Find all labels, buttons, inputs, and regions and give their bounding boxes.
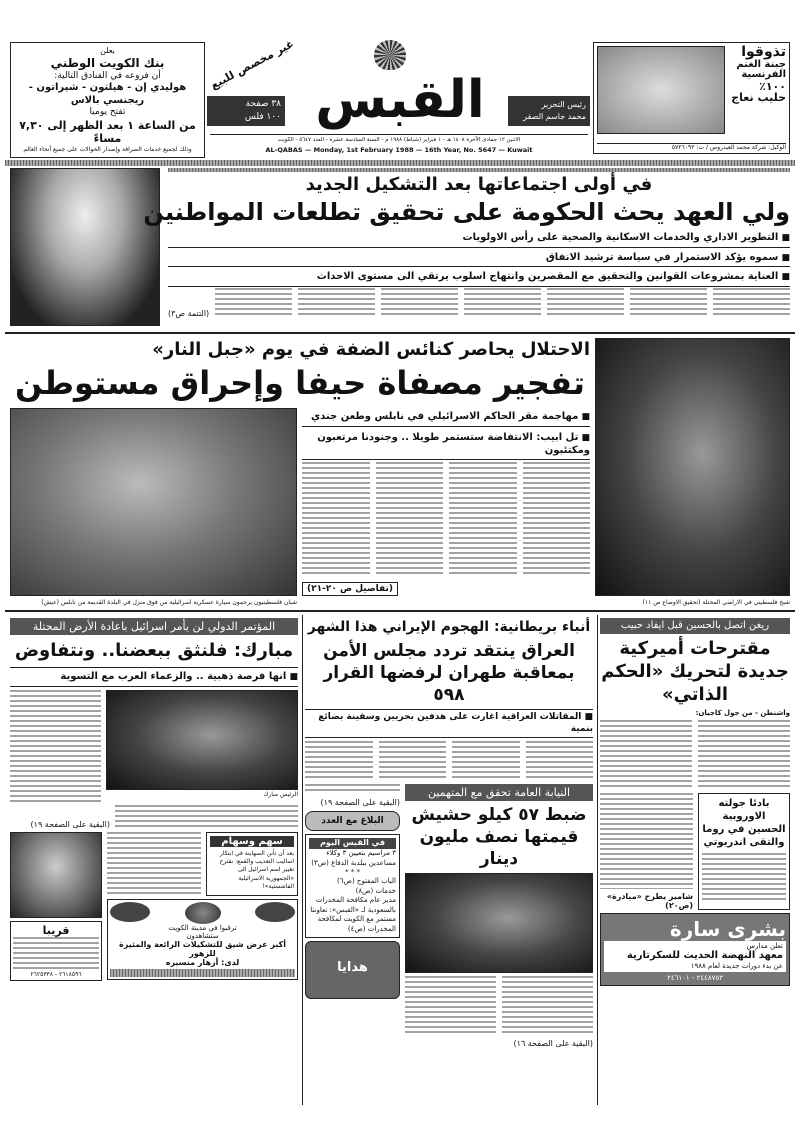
top-story-body bbox=[168, 288, 790, 318]
column-box bbox=[206, 832, 298, 896]
flower-ornament-icon bbox=[110, 902, 150, 922]
in-today-item[interactable]: الباب المفتوح (ص٦) bbox=[337, 877, 396, 886]
not-for-sale-stamp: غير مخصص للبيع bbox=[208, 37, 296, 92]
balloons-icon bbox=[185, 902, 221, 924]
top-story bbox=[143, 168, 790, 319]
price: ١٠٠ فلس bbox=[244, 112, 281, 122]
related-link[interactable]: شامير يطرح «مبادرة» (ص٢٠) bbox=[606, 892, 693, 910]
flowers-ad-line: لدى: أزهار منسيره bbox=[165, 957, 240, 967]
perfume-ad bbox=[10, 921, 102, 981]
continued-note: (البقية على الصفحة ١٦) bbox=[513, 1039, 593, 1049]
perfume-ad-title: قريبا bbox=[42, 923, 70, 937]
cheese-ad-line: جبنة الغنم الفرنسية bbox=[736, 58, 786, 81]
logo: القبس bbox=[315, 70, 485, 130]
in-today-item[interactable]: مدير عام مكافحة المخدرات بالسعودية لـ «القبس»: تعاوننا مستمر مع الكويت لمكافحة المخدرات (ص٤) bbox=[310, 896, 396, 933]
hussein-box bbox=[698, 793, 790, 910]
us-body bbox=[600, 720, 790, 790]
divider bbox=[5, 610, 795, 612]
institute-ad bbox=[600, 913, 790, 986]
mubarak-ads-row bbox=[10, 832, 298, 981]
mubarak-photo bbox=[106, 690, 298, 790]
top-story-kicker: في أولى اجتماعاتها بعد التشكيل الجديد bbox=[305, 174, 653, 195]
bank-ad-line: تفتح يوميا bbox=[89, 107, 126, 118]
hussein-headline: بادئا جولته الاوروبية الحسين في روما والتقى اندريوتي bbox=[702, 798, 786, 848]
mubarak-body-row bbox=[10, 805, 298, 829]
hashish-headline: ضبط ٥٧ كيلو حشيش قيمتها نصف مليون دينار bbox=[411, 805, 587, 870]
flowers-ad-line: ترقبوا في مدينة الكويت bbox=[168, 923, 237, 932]
page-count: ٣٨ صفحة bbox=[245, 99, 281, 109]
divider bbox=[5, 332, 795, 334]
hashish-body bbox=[405, 976, 593, 1036]
us-row bbox=[600, 793, 790, 910]
cheese-ad-agent: الوكيل: شركة محمد العيدروس / ت: ٥٧٢٦٠٩٣ bbox=[597, 143, 786, 151]
flowers-ad-line: أكبر عرض شيق للتشكيلات الرائعة والمثيرة للزهور bbox=[119, 939, 286, 958]
mubarak-headline: مبارك: فلنثق ببعضنا.. ونتفاوض bbox=[14, 640, 294, 661]
continued-note: (البقية على الصفحة ١٩) bbox=[30, 819, 110, 829]
continued-note: (تفاصيل ص ٢٠-٢١) bbox=[302, 582, 398, 596]
perfume-ad-phones: ٢٦١٨٥٩٦ - ٢٦٢٥٣٣٨ bbox=[30, 970, 82, 978]
cheese-ad-line: ١٠٠٪ حليب نعاج bbox=[731, 79, 786, 105]
subhead: ■ التطوير الاداري والخدمات الاسكانية والصحية على رأس الاولويات bbox=[168, 229, 790, 248]
date-line-en: AL-QABAS — Monday, 1st February 1988 — 16th Year, No. 5647 — Kuwait bbox=[265, 146, 533, 154]
institute-ad-line: تعلن مدارس bbox=[746, 942, 783, 950]
cheese-ad-text bbox=[728, 45, 786, 104]
photo-caption: شبان فلسطينيون يرجمون سيارة عسكرية اسرائيلية من فوق منزل في البلدة القديمة من نابلس (عيش) bbox=[41, 599, 297, 606]
bank-ad-intro: يعلن bbox=[100, 46, 115, 55]
iraq-headline: العراق ينتقد تردد مجلس الأمن بمعاقبة طهران لرفضها القرار ٥٩٨ bbox=[323, 641, 575, 705]
occupation-body bbox=[302, 462, 590, 574]
institute-ad-phones: ٢٤٤٨٧٥٣ - ٢٤٦١٠١ bbox=[667, 973, 723, 982]
flowers-ad bbox=[107, 899, 298, 980]
divider bbox=[597, 615, 598, 1105]
iraq-body bbox=[305, 784, 400, 794]
occupation-column bbox=[302, 408, 590, 596]
stone-throwers-photo bbox=[10, 408, 297, 596]
hashish-suspects-photo bbox=[405, 873, 593, 973]
in-today-box bbox=[305, 834, 400, 938]
subhead: ■ سموه يؤكد الاستمرار في سياسة ترشيد الانفاق bbox=[168, 249, 790, 268]
price-box bbox=[207, 96, 285, 126]
subhead: ■ مهاجمة مقر الحاكم الاسرائيلي في نابلس وطعن جندي bbox=[302, 408, 590, 427]
photo-caption: شيخ فلسطيني في الاراضي المحتلة (تحقيق الاوضاع ص ١١) bbox=[642, 599, 790, 606]
institute-ad-line: معهد النهضة الحديث للسكرتارية bbox=[626, 950, 783, 962]
divider bbox=[210, 134, 588, 135]
supplement-badge: البلاغ مع العدد bbox=[305, 811, 400, 831]
iraq-kicker: أنباء بريطانية: الهجوم الإيراني هذا الشهر bbox=[307, 619, 591, 635]
mubarak-body bbox=[107, 832, 201, 896]
bank-ad-line: وذلك لجميع خدمات الصرافة وإصدار الحوالات على جميع أنحاء العالم bbox=[23, 146, 192, 153]
in-today-item[interactable]: خدمات (ص٨) bbox=[355, 886, 396, 895]
hussein-body bbox=[702, 853, 786, 903]
in-today-item[interactable]: ٣ مراسيم بتعيين ٣ وكلاء مساعدين ببلدية الدفاع (ص٣) bbox=[311, 849, 396, 867]
subhead: ■ العناية بمشروعات القوانين والتحقيق مع المقصرين وانتهاج اسلوب يرتقي الى مستوى الاحداث bbox=[168, 268, 790, 287]
in-today-title: في القبس اليوم bbox=[309, 838, 396, 849]
bank-ad bbox=[10, 42, 205, 158]
middle-row bbox=[305, 784, 593, 1048]
perfume-photo bbox=[10, 832, 102, 918]
mubarak-column bbox=[10, 618, 298, 981]
divider bbox=[302, 615, 303, 1105]
flowers-ad-line: ستشاهدون bbox=[186, 931, 219, 940]
hashish-banner: النيابة العامة تحقق مع المتهمين bbox=[405, 784, 593, 801]
palestinian-elder-photo bbox=[595, 338, 790, 596]
bank-ad-hours: من الساعة ١ بعد الظهر إلى ٧,٣٠ مساءً bbox=[19, 118, 196, 146]
institute-ad-line: عن بدء دورات جديدة لعام ١٩٨٨ bbox=[690, 962, 783, 971]
column-title: سهم وسهام bbox=[210, 836, 294, 847]
masthead-rule bbox=[5, 160, 795, 166]
cheese-ad-line: تذوقوا bbox=[741, 44, 786, 60]
column-text: بعد أن تأنن الصهاينة في ابتكار اساليب التعذيب والقمع: نقترح تغيير اسم اسرائيل الى «الجمهورية الاسرائيلية الفاشستية»! bbox=[219, 849, 294, 891]
continued-note: (التتمة ص٣) bbox=[168, 309, 210, 319]
ad-body bbox=[13, 937, 99, 971]
us-banner: ريغن اتصل بالحسين قبل ايفاد حبيب bbox=[600, 618, 790, 634]
us-body bbox=[600, 793, 693, 889]
bank-ad-line: أن فروعه في الفنادق التالية: bbox=[54, 71, 161, 81]
iraq-body bbox=[305, 741, 593, 781]
date-line-ar: الاثنين ١٢ جمادى الآخرة ١٤٠٨ هـ - ١ فبراير (شباط) ١٩٨٨ م - السنة السادسة عشرة - العدد ٥٦٤٧ - الكويت bbox=[277, 137, 521, 143]
emblem-icon bbox=[374, 40, 406, 70]
occupation-headline: تفجير مصفاة حيفا وإحراق مستوطن bbox=[15, 364, 585, 402]
gifts-ad bbox=[305, 941, 400, 999]
top-story-headline: ولي العهد يحث الحكومة على تحقيق تطلعات المواطنين bbox=[143, 198, 790, 226]
bank-name: بنك الكويت الوطني bbox=[50, 56, 165, 70]
dateline: واشنطن - من جول كاجيان: bbox=[695, 709, 790, 717]
mubarak-photo-row bbox=[10, 690, 298, 802]
mubarak-body bbox=[10, 690, 101, 802]
crown-prince-photo bbox=[10, 168, 160, 326]
mubarak-body bbox=[115, 805, 298, 829]
occupation-kicker: الاحتلال يحاصر كنائس الضفة في يوم «جبل النار» bbox=[152, 339, 590, 360]
us-headline: مقترحات أميركية جديدة لتحريك «الحكم الذاتي» bbox=[601, 638, 789, 705]
photo-caption: الرئيس مبارك bbox=[263, 790, 298, 798]
cheese-ad bbox=[593, 42, 790, 154]
separator: * * * bbox=[345, 868, 360, 877]
divider bbox=[110, 969, 295, 977]
institute-ad-title: بشرى سارة bbox=[669, 917, 786, 941]
editor-title: رئيس التحرير bbox=[541, 100, 586, 109]
cheese-product-image bbox=[597, 46, 725, 134]
subhead: ■ المقاتلات العراقية اغارت على هدفين بحريين وسفينة بضائع بنمية bbox=[305, 709, 593, 738]
subhead: ■ انها فرصة ذهبية .. والزعماء العرب مع التسوية bbox=[10, 667, 298, 687]
continued-note: (البقية على الصفحة ١٩) bbox=[320, 798, 400, 808]
flower-ornament-icon bbox=[255, 902, 295, 922]
subhead: ■ تل ابيب: الانتفاضة ستستمر طويلا .. وجنودنا مرتعبون ومكتئبون bbox=[302, 429, 590, 461]
iraq-column bbox=[305, 618, 593, 1048]
us-column bbox=[600, 618, 790, 986]
mubarak-banner: المؤتمر الدولي لن يأمر اسرائيل باعادة الأرض المحتلة bbox=[10, 618, 298, 635]
editor-name: محمد جاسم الصقر bbox=[523, 112, 586, 121]
divider bbox=[168, 168, 790, 172]
bank-ad-hotels: هوليدي إن - هيلتون - شيراتون - ريجنسي بالاس bbox=[28, 82, 187, 106]
gifts-ad-name: هدايا bbox=[337, 960, 368, 976]
editor-box bbox=[508, 96, 590, 126]
